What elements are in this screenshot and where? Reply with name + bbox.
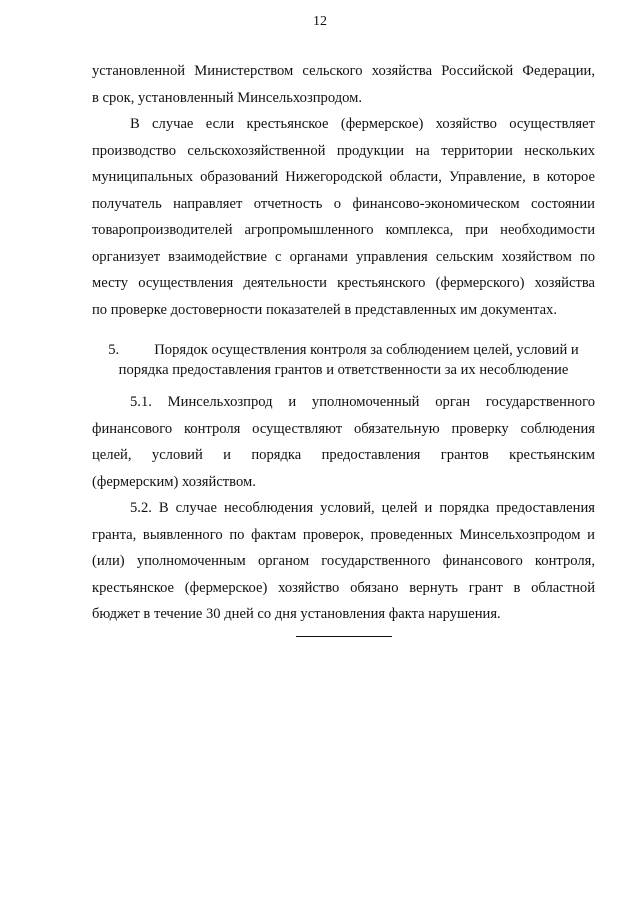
intro-paragraph bbox=[92, 58, 595, 111]
page-number: 12 bbox=[313, 14, 327, 29]
section-number: 5. bbox=[108, 342, 120, 358]
text-line: гранта, выявленного по фактам проверок, проведенных Минсельхозпродом и bbox=[92, 526, 595, 543]
section-heading bbox=[92, 340, 595, 380]
text-line: (или) уполномоченным органом государственного финансового контроля, bbox=[92, 553, 595, 569]
section-title-line1 bbox=[92, 340, 595, 360]
document-body bbox=[92, 58, 595, 628]
text-line: (фермерским) хозяйством. bbox=[92, 473, 256, 490]
text-line: 5.2. В случае несоблюдения условий, целей и порядка предоставления bbox=[130, 500, 595, 516]
text-line: крестьянское (фермерское) хозяйство обязано вернуть грант в областной bbox=[92, 579, 595, 596]
text-line: организует взаимодействие с органами управления сельским хозяйством по bbox=[92, 248, 595, 265]
text-line: В случае если крестьянское (фермерское) хозяйство осуществляет bbox=[130, 116, 595, 132]
text-line: месту осуществления деятельности крестьянского (фермерского) хозяйства bbox=[92, 275, 595, 291]
text-line: финансового контроля осуществляют обязательную проверку соблюдения bbox=[92, 420, 595, 437]
text-line: установленной Министерством сельского хозяйства Российской Федерации, bbox=[92, 63, 595, 79]
section-title-text: Порядок осуществления контроля за соблюдением целей, условий и bbox=[154, 342, 579, 358]
text-line: товаропроизводителей агропромышленного комплекса, при необходимости bbox=[92, 222, 595, 238]
text-line: производство сельскохозяйственной продукции на территории нескольких bbox=[92, 142, 595, 159]
end-of-document-rule bbox=[296, 636, 392, 637]
text-line: по проверке достоверности показателей в представленных им документах. bbox=[92, 301, 557, 318]
clause-5-2 bbox=[92, 495, 595, 628]
text-line: 5.1. Минсельхозпрод и уполномоченный орган государственного bbox=[130, 394, 595, 410]
text-line: получатель направляет отчетность о финансово-экономическом состоянии bbox=[92, 195, 595, 212]
text-line: бюджет в течение 30 дней со дня установления факта нарушения. bbox=[92, 606, 501, 622]
text-line: в срок, установленный Минсельхозпродом. bbox=[92, 89, 363, 106]
paragraph-multiple-municipalities bbox=[92, 111, 595, 323]
clause-5-1 bbox=[92, 389, 595, 495]
text-line: муниципальных образований Нижегородской области, Управление, в которое bbox=[92, 169, 595, 185]
section-title-line2: порядка предоставления грантов и ответственности за их несоблюдение bbox=[118, 362, 569, 378]
text-line: целей, условий и порядка предоставления грантов крестьянским bbox=[92, 447, 595, 463]
